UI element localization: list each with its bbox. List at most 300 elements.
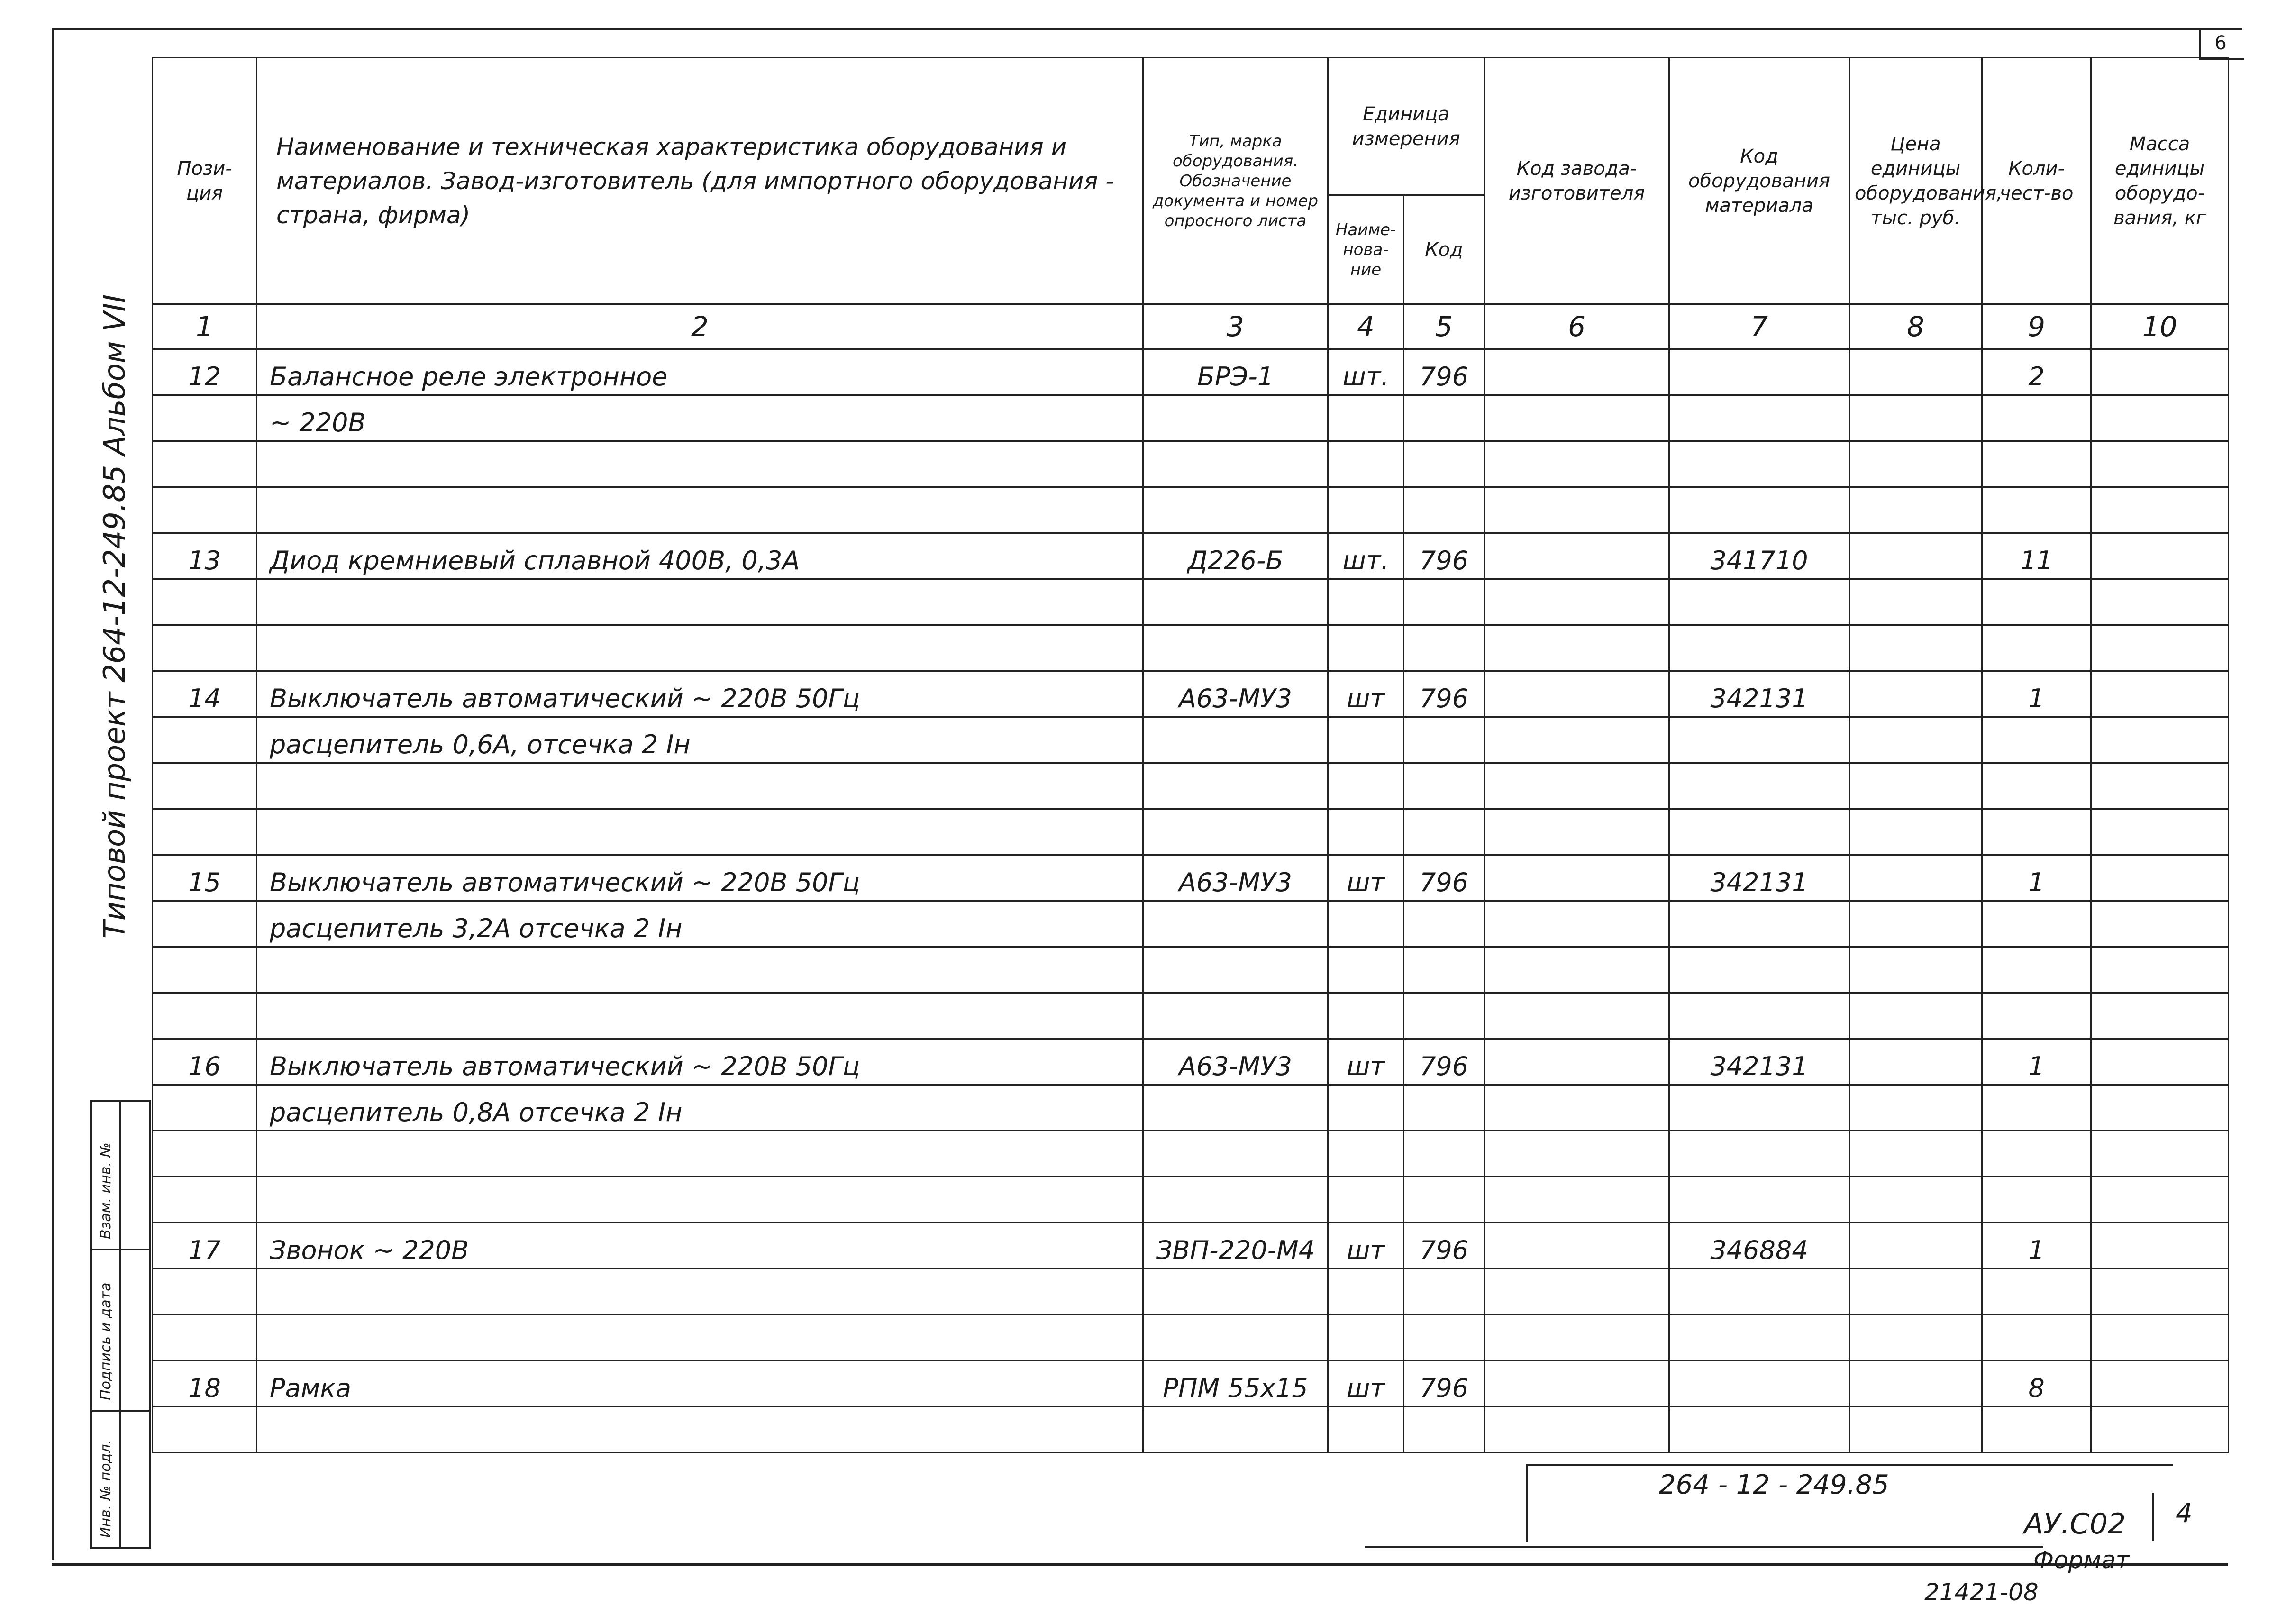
cell-price bbox=[1849, 671, 1982, 717]
table-row bbox=[153, 625, 2229, 671]
cell-mass bbox=[2091, 1039, 2229, 1085]
cell-name bbox=[257, 1315, 1143, 1361]
cell-unit bbox=[1328, 763, 1404, 809]
cell-name: расцепитель 0,8А отсечка 2 Iн bbox=[257, 1085, 1143, 1131]
cell-price bbox=[1849, 579, 1982, 625]
cell-unit-code: 796 bbox=[1404, 1361, 1484, 1407]
cell-quantity bbox=[1982, 579, 2091, 625]
cell-unit-code bbox=[1404, 1269, 1484, 1315]
cell-price bbox=[1849, 441, 1982, 487]
cell-unit-code bbox=[1404, 487, 1484, 533]
document-code: АУ.С02 bbox=[2024, 1507, 2126, 1541]
cell-unit-code bbox=[1404, 395, 1484, 441]
cell-equipment-code bbox=[1669, 717, 1849, 763]
cell-mass bbox=[2091, 855, 2229, 901]
cell-equipment-code bbox=[1669, 1269, 1849, 1315]
cell-quantity: 1 bbox=[1982, 671, 2091, 717]
cell-position bbox=[153, 395, 257, 441]
column-number: 10 bbox=[2091, 304, 2229, 349]
cell-type bbox=[1143, 947, 1328, 993]
cell-factory-code bbox=[1484, 579, 1669, 625]
cell-equipment-code bbox=[1669, 487, 1849, 533]
cell-equipment-code: 341710 bbox=[1669, 533, 1849, 579]
cell-type: РПМ 55х15 bbox=[1143, 1361, 1328, 1407]
table-row bbox=[153, 901, 2229, 947]
cell-unit: шт bbox=[1328, 855, 1404, 901]
table-row bbox=[153, 1085, 2229, 1131]
cell-price bbox=[1849, 717, 1982, 763]
cell-unit-code bbox=[1404, 763, 1484, 809]
cell-name bbox=[257, 579, 1143, 625]
cell-name: Звонок ~ 220В bbox=[257, 1223, 1143, 1269]
cell-name: ~ 220В bbox=[257, 395, 1143, 441]
cell-quantity bbox=[1982, 1085, 2091, 1131]
cell-factory-code bbox=[1484, 395, 1669, 441]
cell-quantity: 1 bbox=[1982, 1039, 2091, 1085]
cell-type bbox=[1143, 993, 1328, 1039]
cell-factory-code bbox=[1484, 993, 1669, 1039]
cell-equipment-code bbox=[1669, 1177, 1849, 1223]
cell-mass bbox=[2091, 993, 2229, 1039]
table-row bbox=[153, 1131, 2229, 1177]
cell-quantity bbox=[1982, 1131, 2091, 1177]
cell-quantity bbox=[1982, 487, 2091, 533]
column-number: 2 bbox=[257, 304, 1143, 349]
cell-quantity: 1 bbox=[1982, 855, 2091, 901]
cell-position: 16 bbox=[153, 1039, 257, 1085]
cell-unit-code bbox=[1404, 717, 1484, 763]
cell-unit: шт bbox=[1328, 1039, 1404, 1085]
cell-unit-code bbox=[1404, 1131, 1484, 1177]
cell-unit: шт bbox=[1328, 1361, 1404, 1407]
cell-factory-code bbox=[1484, 717, 1669, 763]
cell-quantity bbox=[1982, 441, 2091, 487]
cell-position bbox=[153, 947, 257, 993]
cell-unit bbox=[1328, 487, 1404, 533]
cell-mass bbox=[2091, 1407, 2229, 1453]
table-row bbox=[153, 1177, 2229, 1223]
cell-unit: шт. bbox=[1328, 533, 1404, 579]
cell-mass bbox=[2091, 349, 2229, 395]
column-number: 3 bbox=[1143, 304, 1328, 349]
cell-price bbox=[1849, 625, 1982, 671]
cell-unit: шт. bbox=[1328, 349, 1404, 395]
column-number: 8 bbox=[1849, 304, 1982, 349]
cell-quantity bbox=[1982, 763, 2091, 809]
cell-quantity bbox=[1982, 1269, 2091, 1315]
cell-mass bbox=[2091, 1223, 2229, 1269]
cell-name bbox=[257, 1407, 1143, 1453]
cell-equipment-code bbox=[1669, 1361, 1849, 1407]
cell-quantity bbox=[1982, 395, 2091, 441]
cell-equipment-code bbox=[1669, 441, 1849, 487]
cell-factory-code bbox=[1484, 1315, 1669, 1361]
frame-left-border bbox=[52, 28, 54, 1560]
cell-mass bbox=[2091, 717, 2229, 763]
table-row bbox=[153, 1315, 2229, 1361]
cell-equipment-code bbox=[1669, 349, 1849, 395]
cell-equipment-code: 346884 bbox=[1669, 1223, 1849, 1269]
cell-mass bbox=[2091, 579, 2229, 625]
cell-unit-code bbox=[1404, 441, 1484, 487]
cell-factory-code bbox=[1484, 1177, 1669, 1223]
cell-position bbox=[153, 441, 257, 487]
cell-quantity bbox=[1982, 1407, 2091, 1453]
cell-mass bbox=[2091, 947, 2229, 993]
cell-position bbox=[153, 1269, 257, 1315]
table-row bbox=[153, 395, 2229, 441]
header-name: Наименование и техническая характеристика оборудования и материалов. Завод-изготовитель (для импортного оборудования - страна, фирма) bbox=[257, 58, 1143, 304]
cell-price bbox=[1849, 1407, 1982, 1453]
cell-factory-code bbox=[1484, 1223, 1669, 1269]
format-label: Формат bbox=[2033, 1546, 2130, 1574]
cell-type bbox=[1143, 1177, 1328, 1223]
cell-position: 12 bbox=[153, 349, 257, 395]
cell-mass bbox=[2091, 487, 2229, 533]
cell-equipment-code bbox=[1669, 1085, 1849, 1131]
cell-factory-code bbox=[1484, 533, 1669, 579]
side-project-label: Типовой проект 264-12-249.85 Альбом VII bbox=[97, 294, 132, 939]
cell-name: Выключатель автоматический ~ 220В 50Гц bbox=[257, 855, 1143, 901]
cell-price bbox=[1849, 1223, 1982, 1269]
table-row bbox=[153, 763, 2229, 809]
header-equipment-code: Код оборудования материала bbox=[1669, 58, 1849, 304]
sheet-number: 6 bbox=[2214, 32, 2227, 54]
cell-equipment-code bbox=[1669, 763, 1849, 809]
column-number: 7 bbox=[1669, 304, 1849, 349]
cell-mass bbox=[2091, 1361, 2229, 1407]
cell-name bbox=[257, 1269, 1143, 1315]
cell-price bbox=[1849, 1315, 1982, 1361]
table-row bbox=[153, 533, 2229, 579]
cell-equipment-code bbox=[1669, 993, 1849, 1039]
cell-price bbox=[1849, 901, 1982, 947]
cell-position bbox=[153, 717, 257, 763]
cell-position: 17 bbox=[153, 1223, 257, 1269]
cell-factory-code bbox=[1484, 487, 1669, 533]
cell-mass bbox=[2091, 1131, 2229, 1177]
cell-name: Диод кремниевый сплавной 400В, 0,3А bbox=[257, 533, 1143, 579]
column-number: 4 bbox=[1328, 304, 1404, 349]
table-row bbox=[153, 1039, 2229, 1085]
cell-unit-code bbox=[1404, 1085, 1484, 1131]
cell-price bbox=[1849, 763, 1982, 809]
cell-factory-code bbox=[1484, 947, 1669, 993]
cell-name bbox=[257, 809, 1143, 855]
cell-type bbox=[1143, 1315, 1328, 1361]
table-row bbox=[153, 487, 2229, 533]
cell-price bbox=[1849, 1131, 1982, 1177]
cell-unit bbox=[1328, 809, 1404, 855]
stamp-sign-date: Подпись и дата bbox=[98, 1282, 114, 1400]
specification-table bbox=[152, 57, 2229, 1453]
cell-quantity bbox=[1982, 809, 2091, 855]
cell-type bbox=[1143, 901, 1328, 947]
cell-unit bbox=[1328, 717, 1404, 763]
cell-equipment-code bbox=[1669, 625, 1849, 671]
cell-name bbox=[257, 1131, 1143, 1177]
stamp-line bbox=[92, 1410, 149, 1412]
cell-quantity bbox=[1982, 625, 2091, 671]
cell-position bbox=[153, 901, 257, 947]
column-number-row bbox=[153, 304, 2229, 349]
cell-unit-code bbox=[1404, 947, 1484, 993]
cell-equipment-code bbox=[1669, 579, 1849, 625]
cell-unit-code bbox=[1404, 809, 1484, 855]
cell-type: А63-МУ3 bbox=[1143, 1039, 1328, 1085]
cell-equipment-code bbox=[1669, 947, 1849, 993]
cell-unit-code bbox=[1404, 1315, 1484, 1361]
cell-equipment-code: 342131 bbox=[1669, 1039, 1849, 1085]
cell-price bbox=[1849, 349, 1982, 395]
cell-type bbox=[1143, 809, 1328, 855]
cell-equipment-code bbox=[1669, 1407, 1849, 1453]
cell-name bbox=[257, 441, 1143, 487]
cell-position: 14 bbox=[153, 671, 257, 717]
cell-name bbox=[257, 487, 1143, 533]
header-mass: Масса единицы оборудо-вания, кг bbox=[2091, 58, 2229, 304]
cell-type bbox=[1143, 441, 1328, 487]
cell-unit bbox=[1328, 947, 1404, 993]
cell-mass bbox=[2091, 625, 2229, 671]
cell-type bbox=[1143, 1407, 1328, 1453]
table-row bbox=[153, 1361, 2229, 1407]
header-unit-code: Код bbox=[1404, 195, 1484, 304]
cell-name bbox=[257, 763, 1143, 809]
cell-mass bbox=[2091, 533, 2229, 579]
cell-price bbox=[1849, 1085, 1982, 1131]
cell-quantity: 11 bbox=[1982, 533, 2091, 579]
cell-unit-code: 796 bbox=[1404, 1223, 1484, 1269]
stamp-inv-no: Инв. № подл. bbox=[98, 1440, 114, 1538]
cell-factory-code bbox=[1484, 1131, 1669, 1177]
cell-name: расцепитель 3,2А отсечка 2 Iн bbox=[257, 901, 1143, 947]
cell-factory-code bbox=[1484, 625, 1669, 671]
specification-rows bbox=[153, 349, 2229, 1453]
cell-type bbox=[1143, 625, 1328, 671]
cell-type bbox=[1143, 395, 1328, 441]
cell-factory-code bbox=[1484, 763, 1669, 809]
cell-price bbox=[1849, 809, 1982, 855]
cell-equipment-code bbox=[1669, 395, 1849, 441]
cell-position bbox=[153, 763, 257, 809]
cell-factory-code bbox=[1484, 441, 1669, 487]
cell-factory-code bbox=[1484, 1407, 1669, 1453]
cell-mass bbox=[2091, 395, 2229, 441]
cell-name bbox=[257, 625, 1143, 671]
cell-factory-code bbox=[1484, 1361, 1669, 1407]
table-row bbox=[153, 441, 2229, 487]
cell-unit-code bbox=[1404, 1407, 1484, 1453]
stamp-divider bbox=[119, 1102, 121, 1547]
cell-mass bbox=[2091, 1085, 2229, 1131]
cell-unit bbox=[1328, 441, 1404, 487]
cell-unit bbox=[1328, 625, 1404, 671]
stamp-replace-inv: Взам. инв. № bbox=[98, 1142, 114, 1239]
cell-mass bbox=[2091, 671, 2229, 717]
column-number: 1 bbox=[153, 304, 257, 349]
cell-type: А63-МУ3 bbox=[1143, 855, 1328, 901]
cell-name: расцепитель 0,6А, отсечка 2 Iн bbox=[257, 717, 1143, 763]
cell-position bbox=[153, 993, 257, 1039]
cell-factory-code bbox=[1484, 1269, 1669, 1315]
cell-mass bbox=[2091, 763, 2229, 809]
column-number: 6 bbox=[1484, 304, 1669, 349]
cell-type bbox=[1143, 763, 1328, 809]
header-quantity: Коли-чест-во bbox=[1982, 58, 2091, 304]
stamp-line bbox=[92, 1249, 149, 1250]
cell-position: 18 bbox=[153, 1361, 257, 1407]
cell-type bbox=[1143, 1269, 1328, 1315]
cell-equipment-code: 342131 bbox=[1669, 855, 1849, 901]
table-row bbox=[153, 579, 2229, 625]
cell-mass bbox=[2091, 1315, 2229, 1361]
cell-position bbox=[153, 809, 257, 855]
header-factory-code: Код завода-изготовителя bbox=[1484, 58, 1669, 304]
cell-price bbox=[1849, 855, 1982, 901]
cell-position bbox=[153, 1085, 257, 1131]
cell-quantity bbox=[1982, 901, 2091, 947]
cell-type: ЗВП-220-М4 bbox=[1143, 1223, 1328, 1269]
cell-type bbox=[1143, 1131, 1328, 1177]
cell-unit bbox=[1328, 1131, 1404, 1177]
cell-equipment-code bbox=[1669, 809, 1849, 855]
cell-price bbox=[1849, 533, 1982, 579]
cell-unit-code: 796 bbox=[1404, 671, 1484, 717]
table-row bbox=[153, 855, 2229, 901]
cell-price bbox=[1849, 395, 1982, 441]
cell-unit bbox=[1328, 1085, 1404, 1131]
cell-quantity bbox=[1982, 947, 2091, 993]
cell-unit-code: 796 bbox=[1404, 1039, 1484, 1085]
cell-unit bbox=[1328, 993, 1404, 1039]
cell-name bbox=[257, 993, 1143, 1039]
cell-price bbox=[1849, 487, 1982, 533]
table-row bbox=[153, 1223, 2229, 1269]
cell-name bbox=[257, 947, 1143, 993]
cell-equipment-code: 342131 bbox=[1669, 671, 1849, 717]
cell-quantity bbox=[1982, 993, 2091, 1039]
cell-name: Выключатель автоматический ~ 220В 50Гц bbox=[257, 1039, 1143, 1085]
cell-equipment-code bbox=[1669, 1131, 1849, 1177]
table-row bbox=[153, 671, 2229, 717]
cell-unit: шт bbox=[1328, 1223, 1404, 1269]
cell-price bbox=[1849, 1269, 1982, 1315]
page-separator bbox=[2152, 1493, 2154, 1541]
cell-position: 15 bbox=[153, 855, 257, 901]
cell-unit-code bbox=[1404, 901, 1484, 947]
cell-name: Рамка bbox=[257, 1361, 1143, 1407]
cell-name: Выключатель автоматический ~ 220В 50Гц bbox=[257, 671, 1143, 717]
cell-unit bbox=[1328, 1177, 1404, 1223]
inventory-number: 21421-08 bbox=[1924, 1578, 2039, 1606]
table-row bbox=[153, 809, 2229, 855]
cell-unit-code: 796 bbox=[1404, 855, 1484, 901]
cell-unit bbox=[1328, 1315, 1404, 1361]
cell-factory-code bbox=[1484, 1085, 1669, 1131]
cell-type bbox=[1143, 579, 1328, 625]
project-code: 264 - 12 - 249.85 bbox=[1659, 1469, 1889, 1500]
column-number: 5 bbox=[1404, 304, 1484, 349]
cell-mass bbox=[2091, 809, 2229, 855]
cell-quantity: 8 bbox=[1982, 1361, 2091, 1407]
cell-mass bbox=[2091, 1177, 2229, 1223]
cell-name: Балансное реле электронное bbox=[257, 349, 1143, 395]
cell-factory-code bbox=[1484, 1039, 1669, 1085]
cell-equipment-code bbox=[1669, 1315, 1849, 1361]
cell-price bbox=[1849, 1361, 1982, 1407]
cell-unit bbox=[1328, 1407, 1404, 1453]
cell-type: БРЭ-1 bbox=[1143, 349, 1328, 395]
column-number: 9 bbox=[1982, 304, 2091, 349]
table-row bbox=[153, 349, 2229, 395]
cell-quantity: 2 bbox=[1982, 349, 2091, 395]
cell-price bbox=[1849, 1039, 1982, 1085]
cell-quantity bbox=[1982, 1315, 2091, 1361]
cell-factory-code bbox=[1484, 809, 1669, 855]
cell-quantity bbox=[1982, 717, 2091, 763]
cell-unit-code: 796 bbox=[1404, 533, 1484, 579]
header-position: Пози- ция bbox=[153, 58, 257, 304]
cell-equipment-code bbox=[1669, 901, 1849, 947]
cell-unit-code bbox=[1404, 1177, 1484, 1223]
table-row bbox=[153, 717, 2229, 763]
header-price: Цена единицы оборудования, тыс. руб. bbox=[1849, 58, 1982, 304]
cell-factory-code bbox=[1484, 855, 1669, 901]
cell-unit-code bbox=[1404, 625, 1484, 671]
cell-position bbox=[153, 487, 257, 533]
cell-position bbox=[153, 1177, 257, 1223]
cell-unit bbox=[1328, 901, 1404, 947]
cell-price bbox=[1849, 947, 1982, 993]
cell-type bbox=[1143, 487, 1328, 533]
approval-stamp-column bbox=[90, 1100, 151, 1549]
cell-mass bbox=[2091, 1269, 2229, 1315]
cell-unit-code: 796 bbox=[1404, 349, 1484, 395]
cell-unit bbox=[1328, 579, 1404, 625]
cell-position bbox=[153, 625, 257, 671]
title-block-underline bbox=[1365, 1546, 2043, 1548]
cell-position bbox=[153, 1407, 257, 1453]
cell-position bbox=[153, 1315, 257, 1361]
cell-type: Д226-Б bbox=[1143, 533, 1328, 579]
table-row bbox=[153, 993, 2229, 1039]
page-number: 4 bbox=[2176, 1498, 2193, 1529]
cell-position bbox=[153, 579, 257, 625]
cell-position: 13 bbox=[153, 533, 257, 579]
cell-factory-code bbox=[1484, 671, 1669, 717]
cell-mass bbox=[2091, 441, 2229, 487]
cell-type bbox=[1143, 717, 1328, 763]
cell-mass bbox=[2091, 901, 2229, 947]
cell-unit: шт bbox=[1328, 671, 1404, 717]
cell-unit-code bbox=[1404, 579, 1484, 625]
cell-price bbox=[1849, 993, 1982, 1039]
cell-position bbox=[153, 1131, 257, 1177]
cell-factory-code bbox=[1484, 349, 1669, 395]
header-unit-name: Наиме-нова-ние bbox=[1328, 195, 1404, 304]
cell-quantity bbox=[1982, 1177, 2091, 1223]
header-type: Тип, марка оборудования. Обозначение документа и номер опросного листа bbox=[1143, 58, 1328, 304]
frame-bottom-border bbox=[52, 1563, 2228, 1566]
cell-quantity: 1 bbox=[1982, 1223, 2091, 1269]
frame-top-border bbox=[52, 28, 2242, 30]
cell-type: А63-МУ3 bbox=[1143, 671, 1328, 717]
cell-unit bbox=[1328, 1269, 1404, 1315]
table-row bbox=[153, 1269, 2229, 1315]
table-row bbox=[153, 947, 2229, 993]
cell-name bbox=[257, 1177, 1143, 1223]
